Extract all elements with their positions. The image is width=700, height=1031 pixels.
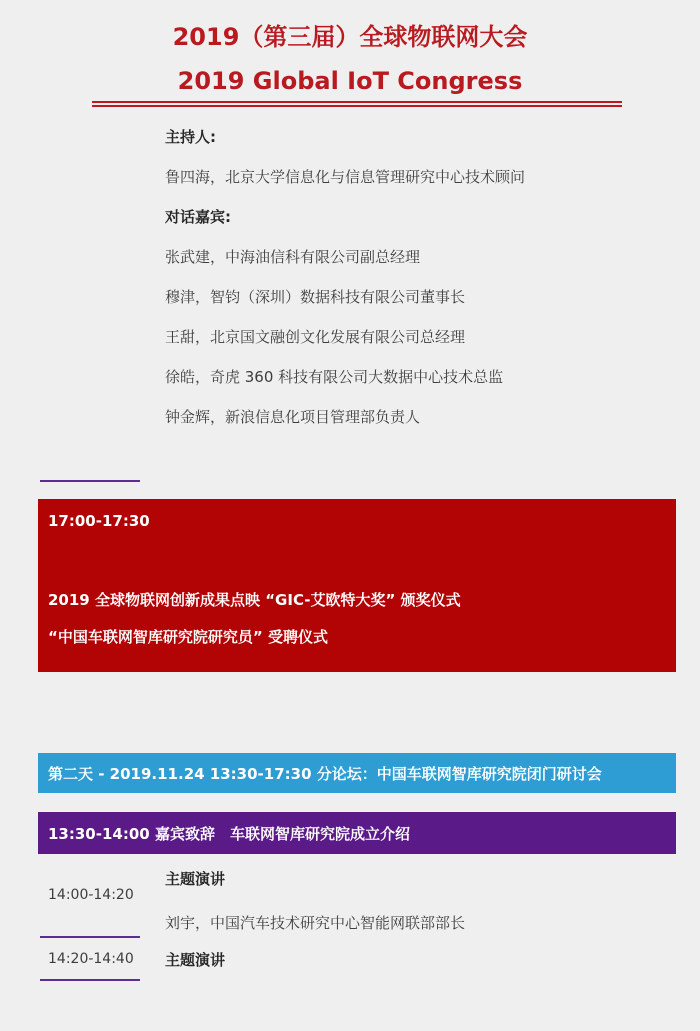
session-content xyxy=(165,854,676,938)
day2-header-bar: 第二天 - 2019.11.24 13:30-17:30 分论坛：中国车联网智库研究院闭门研讨会 xyxy=(38,753,676,793)
opening-session-bar: 13:30-14:00 嘉宾致辞 车联网智库研究院成立介绍 xyxy=(38,812,676,854)
page-subtitle-en: 2019 Global IoT Congress xyxy=(177,67,523,95)
award-line: “中国车联网智库研究院研究员” 受聘仪式 xyxy=(48,628,328,646)
speaker-name: 刘宇，中国汽车技术研究中心智能网联部部长 xyxy=(165,914,466,932)
schedule-row xyxy=(40,938,676,981)
schedule-table xyxy=(40,854,676,981)
schedule-row xyxy=(40,854,676,938)
award-ceremony-block xyxy=(38,499,676,672)
session-time: 17:00-17:30 xyxy=(48,512,150,530)
guest-item: 张武建，中海油信科有限公司副总经理 xyxy=(165,248,421,266)
panel-discussion-section xyxy=(165,128,660,427)
award-line: 2019 全球物联网创新成果点映 “GIC-艾欧特大奖” 颁奖仪式 xyxy=(48,591,461,609)
session-time: 14:20-14:40 xyxy=(40,938,140,981)
session-time: 14:00-14:20 xyxy=(40,854,140,938)
title-underline xyxy=(92,101,622,107)
guest-item: 钟金辉，新浪信息化项目管理部负责人 xyxy=(165,408,421,426)
host-name: 鲁四海，北京大学信息化与信息管理研究中心技术顾问 xyxy=(165,168,526,186)
section-divider xyxy=(40,480,140,482)
session-title: 主题演讲 xyxy=(165,870,226,888)
page-title: 2019（第三届）全球物联网大会 xyxy=(172,23,528,51)
session-content xyxy=(165,938,676,981)
guest-item: 徐皓，奇虎 360 科技有限公司大数据中心技术总监 xyxy=(165,368,504,386)
session-title: 主题演讲 xyxy=(165,950,226,969)
host-label: 主持人: xyxy=(165,128,216,146)
guest-item: 穆津，智钧（深圳）数据科技有限公司董事长 xyxy=(165,288,466,306)
guest-item: 王甜，北京国文融创文化发展有限公司总经理 xyxy=(165,328,466,346)
guests-label: 对话嘉宾: xyxy=(165,208,231,226)
